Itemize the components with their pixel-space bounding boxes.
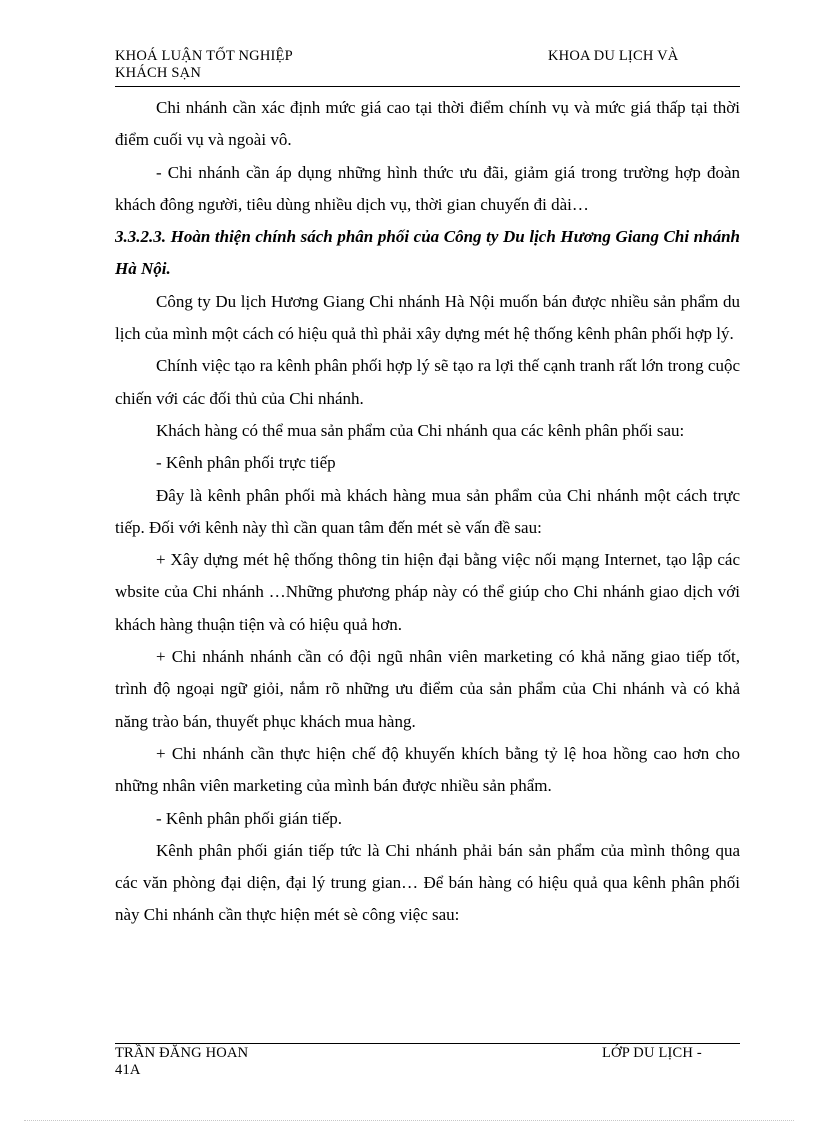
document-body	[115, 92, 740, 932]
header-divider	[115, 86, 740, 87]
footer-divider	[115, 1043, 740, 1044]
paragraph: Công ty Du lịch Hương Giang Chi nhánh Hà Nội muốn bán được nhiều sản phẩm du lịch của mình một cách có hiệu quả thì phải xây dựng mét hệ thống kênh phân phối hợp lý.	[115, 291, 740, 344]
page-header	[115, 48, 740, 88]
paragraph: Đây là kênh phân phối mà khách hàng mua sản phẩm của Chi nhánh một cách trực tiếp. Đối với kênh này thì cần quan tâm đến mét sè vấn đề sau:	[115, 485, 740, 537]
header-faculty-label: KHOA DU LỊCH VÀ	[548, 48, 679, 64]
paragraph: Khách hàng có thể mua sản phẩm của Chi nhánh qua các kênh phân phối sau:	[156, 420, 685, 440]
header-thesis-label: KHOÁ LUẬN TỐT NGHIỆP	[115, 48, 293, 64]
paragraph: - Kênh phân phối gián tiếp.	[156, 808, 343, 828]
paragraph: + Chi nhánh cần thực hiện chế độ khuyến khích bằng tỷ lệ hoa hồng cao hơn cho những nhân viên marketing của mình bán được nhiều sản phẩm.	[115, 743, 740, 796]
page-footer	[115, 1045, 740, 1085]
paragraph: Chính việc tạo ra kênh phân phối hợp lý sẽ tạo ra lợi thế cạnh tranh rất lớn trong cuộc chiến với các đối thủ của Chi nhánh.	[115, 356, 740, 408]
section-heading: 3.3.2.3. Hoàn thiện chính sách phân phối của Công ty Du lịch Hương Giang Chi nhánh Hà Nội.	[115, 227, 740, 279]
footer-class-label: LỚP DU LỊCH -	[602, 1045, 702, 1061]
header-faculty-label-cont: KHÁCH SẠN	[115, 65, 201, 81]
page-bottom-edge	[24, 1120, 794, 1121]
footer-class-label-cont: 41A	[115, 1062, 141, 1078]
paragraph: + Chi nhánh nhánh cần có đội ngũ nhân viên marketing có khả năng giao tiếp tốt, trình độ ngoại ngữ giỏi, nắm rõ những ưu điểm của sản phẩm của Chi nhánh và có khả năng trào bán, thuyết phục khách mua hàng.	[115, 647, 740, 731]
paragraph: - Kênh phân phối trực tiếp	[156, 453, 336, 473]
paragraph: + Xây dựng mét hệ thống thông tin hiện đại bằng việc nối mạng Internet, tạo lập các wbsite của Chi nhánh …Những phương pháp này có thể giúp cho Chi nhánh giao dịch với khách hàng thuận tiện và có hiệu quả hơn.	[115, 550, 740, 634]
paragraph: - Chi nhánh cần áp dụng những hình thức ưu đãi, giảm giá trong trường hợp đoàn khách đông người, tiêu dùng nhiều dịch vụ, thời gian chuyến đi dài…	[115, 162, 740, 214]
footer-author-name: TRẦN ĐĂNG HOAN	[115, 1045, 249, 1061]
paragraph: Kênh phân phối gián tiếp tức là Chi nhánh phải bán sản phẩm của mình thông qua các văn phòng đại diện, đại lý trung gian… Để bán hàng có hiệu quả qua kênh phân phối này Chi nhánh cần thực hiện mét sè công việc sau:	[115, 840, 740, 925]
paragraph: Chi nhánh cần xác định mức giá cao tại thời điểm chính vụ và mức giá thấp tại thời điểm cuối vụ và ngoài vô.	[115, 98, 740, 150]
